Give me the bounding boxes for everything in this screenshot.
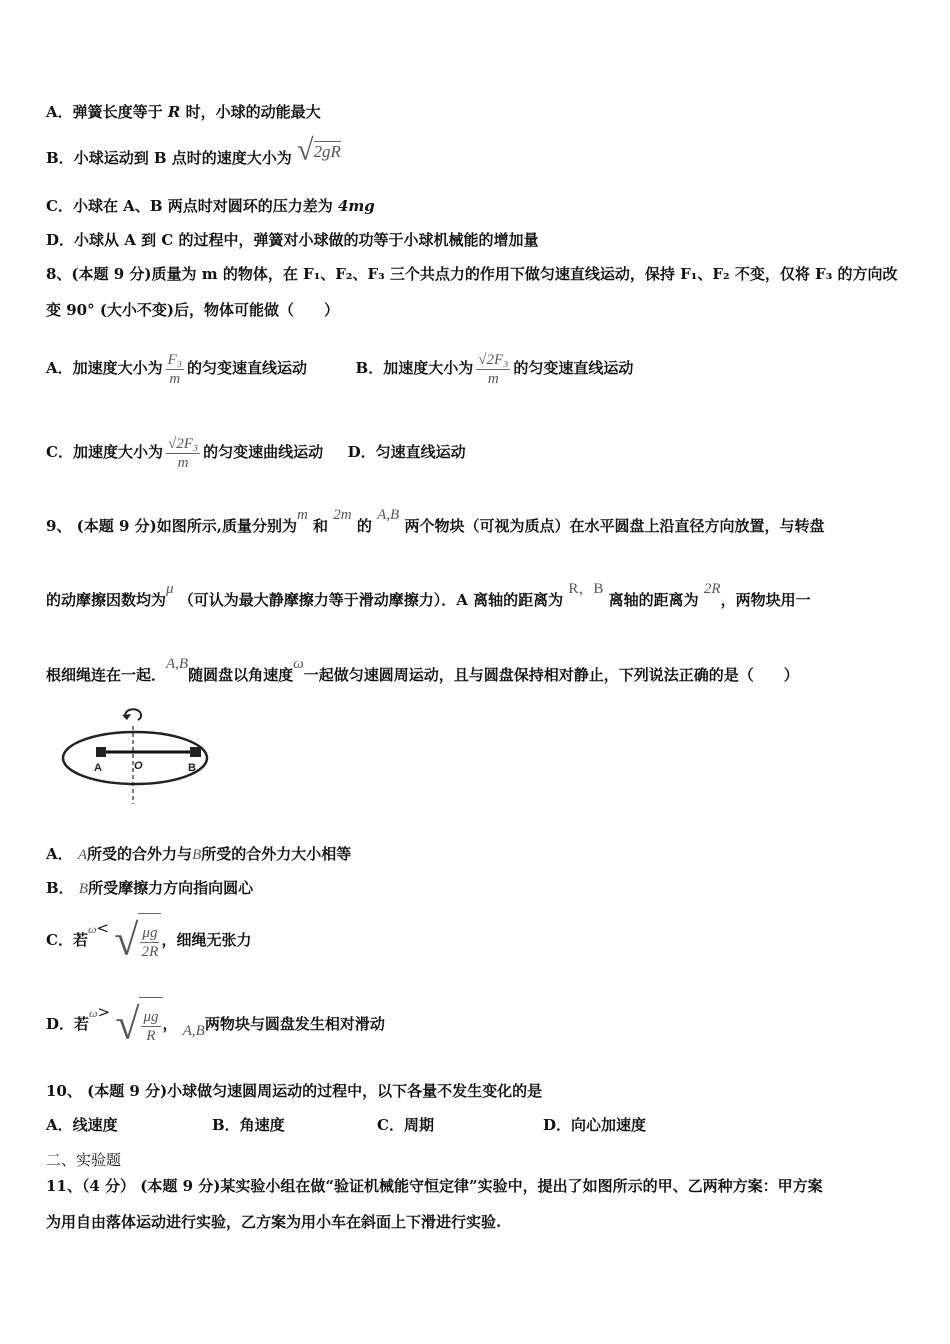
disc-outline [63, 732, 207, 784]
sqrt-mug-2r: √ $\frac{\mu g}{2R}$ [114, 912, 161, 969]
q7-option-c: C．小球在 A、B 两点时对圆环的压力差为 4mg [46, 197, 375, 215]
q9-option-d: D．若$^\omega$> √ $\frac{\mu g}{R}$ ， A,B两物块与圆盘发生相对滑动 [46, 996, 385, 1052]
q11-stem-line1: 11、（4 分） (本题 9 分)某实验小组在做“验证机械能守恒定律”实验中，提出了如图所示的甲、乙两种方案：甲方案 [46, 1177, 823, 1195]
q8-options-ab [46, 340, 633, 396]
q10-options [46, 1115, 646, 1135]
fraction-f3-m: $\frac{\text{F₃}}{m}$ [167, 351, 183, 387]
block-b [190, 747, 201, 757]
q9-option-b: B． B所受摩擦力方向指向圆心 [46, 879, 254, 897]
block-a [96, 747, 106, 757]
q7-option-d: D．小球从 A 到 C 的过程中，弹簧对小球做的功等于小球机械能的增加量 [46, 231, 539, 249]
q7-option-b: B．小球运动到 B 点时的速度大小为 √2gR [46, 134, 341, 168]
q8-option-d: D．匀速直线运动 [347, 443, 466, 461]
q9-stem-line1: 9、 (本题 9 分)如图所示,质量分别为m 和 2m 的 A,B 两个物块（可视为质点）在水平圆盘上沿直径方向放置，与转盘 [46, 507, 825, 535]
section-title: 二、实验题 [46, 1151, 122, 1169]
q8-options-cd [46, 424, 466, 480]
label-a: A [94, 762, 102, 774]
fraction-sqrt2f3-m: $\frac{\text{√2F₃}}{m}$ [478, 351, 509, 387]
sqrt-2gR: √2gR [297, 134, 341, 168]
q9-stem-line3: 根细绳连在一起．A,B随圆盘以角速度ω一起做匀速圆周运动，且与圆盘保持相对静止，下列说法正确的是（ ） [46, 656, 799, 684]
q7-option-a: A．弹簧长度等于 R 时，小球的动能最大 [46, 103, 321, 121]
q10-stem: 10、 (本题 9 分)小球做匀速圆周运动的过程中，以下各量不发生变化的是 [46, 1082, 543, 1100]
q10-option-d: D．向心加速度 [543, 1116, 647, 1134]
q11-stem-line2: 为用自由落体运动进行实验，乙方案为用小车在斜面上下滑进行实验. [46, 1213, 502, 1231]
sqrt-mug-r: √ $\frac{\mu g}{R}$ [115, 996, 162, 1053]
fraction-sqrt2f3-m: $\frac{\text{√2F₃}}{m}$ [167, 435, 199, 471]
q8-option-a: A．加速度大小为 $\frac{\text{F₃}}{m}$ 的匀变速直线运动 [46, 351, 308, 387]
q9-stem-line2: 的动摩擦因数均为μ （可认为最大静摩擦力等于滑动摩擦力）．A 离轴的距离为 R，B 离轴的距离为 2R，两物块用一 [46, 581, 811, 609]
q10-option-a: A．线速度 [46, 1116, 118, 1134]
rotation-arrow-head-icon [122, 714, 131, 720]
label-b: B [188, 762, 196, 774]
q10-option-b: B．角速度 [212, 1116, 285, 1134]
q9-option-c: C．若$^\omega$< √ $\frac{\mu g}{2R}$ ，细绳无张力 [46, 912, 251, 968]
rotating-disc-figure [56, 708, 226, 806]
q8-stem-line1: 8、(本题 9 分)质量为 m 的物体，在 F₁、F₂、F₃ 三个共点力的作用下做匀速直线运动，保持 F₁、F₂ 不变，仅将 F₃ 的方向改 [46, 265, 898, 283]
q10-option-c: C．周期 [377, 1116, 434, 1134]
q8-option-b: B．加速度大小为 $\frac{\text{√2F₃}}{m}$ 的匀变速直线运动 [355, 351, 634, 387]
q9-option-a: A． A所受的合外力与B所受的合外力大小相等 [46, 845, 352, 863]
q8-option-c: C．加速度大小为 $\frac{\text{√2F₃}}{m}$ 的匀变速曲线运动 [46, 435, 324, 471]
label-o: O [134, 760, 143, 772]
q8-stem-line2: 变 90° (大小不变)后，物体可能做（ ） [46, 301, 340, 319]
